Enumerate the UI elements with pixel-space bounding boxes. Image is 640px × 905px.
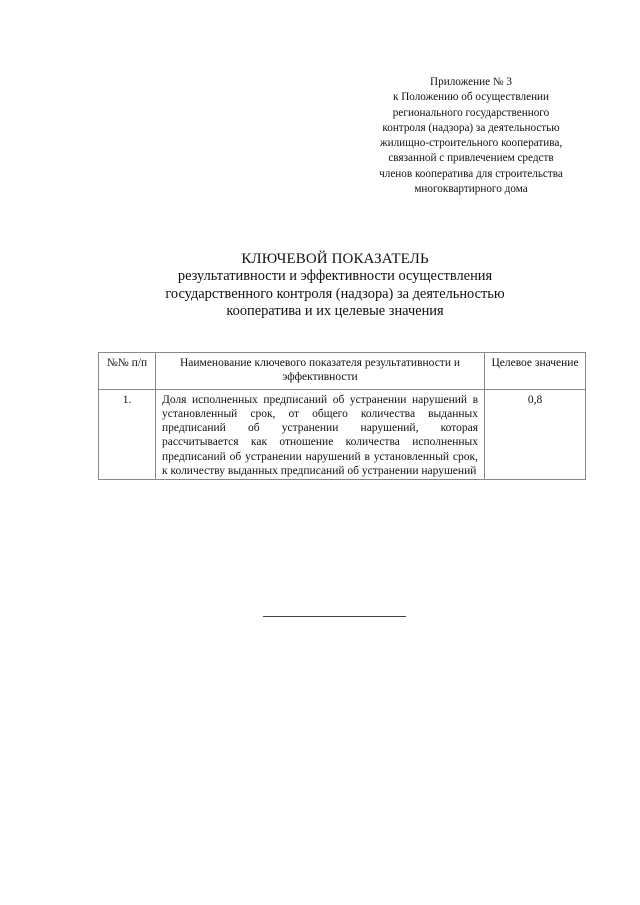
- end-divider: [263, 616, 406, 617]
- table-header-row: [99, 353, 586, 390]
- header-name: Наименование ключевого показателя результативности и эффективности: [156, 353, 485, 390]
- row-target: 0,8: [485, 389, 586, 480]
- annex-header: [356, 75, 586, 197]
- subtitle-line: кооператива и их целевые значения: [226, 303, 444, 320]
- annex-line: членов кооператива для строительства: [379, 167, 563, 180]
- document-title-block: [100, 250, 570, 321]
- subtitle-line: государственного контроля (надзора) за деятельностью: [165, 285, 505, 302]
- annex-line: многоквартирного дома: [414, 183, 528, 196]
- row-name: Доля исполненных предписаний об устранении нарушений в установленный срок, от общего количества выданных предписаний об устранении нарушений, которая рассчитывается как отношение количества исполненных предписаний об устранении нарушений в установленный срок, к количеству выданных предписаний об устранении нарушений: [156, 389, 485, 480]
- document-subtitle: [100, 268, 570, 321]
- kpi-table: [98, 352, 586, 480]
- annex-line: контроля (надзора) за деятельностью: [382, 121, 560, 134]
- annex-line: жилищно-строительного кооператива,: [379, 137, 563, 150]
- header-number: №№ п/п: [99, 353, 156, 390]
- subtitle-line: результативности и эффективности осуществления: [177, 268, 493, 284]
- annex-line: Приложение № 3: [430, 76, 512, 88]
- table-row: [99, 389, 586, 480]
- annex-line: к Положению об осуществлении: [392, 91, 550, 104]
- annex-line: связанной с привлечением средств: [388, 152, 554, 165]
- header-target: Целевое значение: [485, 353, 586, 390]
- annex-line: регионального государственного: [392, 106, 550, 119]
- row-number: 1.: [99, 389, 156, 480]
- document-title: КЛЮЧЕВОЙ ПОКАЗАТЕЛЬ: [241, 251, 429, 267]
